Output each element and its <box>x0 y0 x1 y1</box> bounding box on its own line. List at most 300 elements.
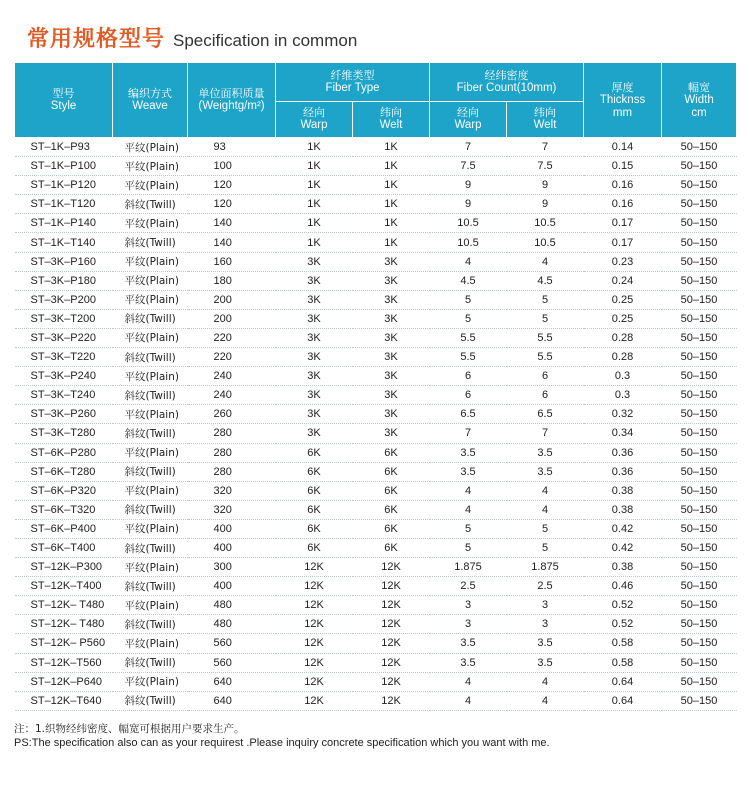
cell-fiber-type-welt: 1K <box>353 157 430 176</box>
cell-weave: 斜纹(Twill) <box>113 615 188 634</box>
cell-style: ST–6K–P280 <box>15 443 113 462</box>
cell-weight: 400 <box>188 519 276 538</box>
cell-width: 50–150 <box>662 157 737 176</box>
cell-weave: 平纹(Plain) <box>113 138 188 157</box>
cell-weight: 120 <box>188 195 276 214</box>
cell-width: 50–150 <box>662 462 737 481</box>
cell-width: 50–150 <box>662 596 737 615</box>
cell-width: 50–150 <box>662 233 737 252</box>
table-row <box>15 252 737 271</box>
table-row <box>15 271 737 290</box>
cell-fiber-count-warp: 10.5 <box>430 214 507 233</box>
cell-weight: 280 <box>188 462 276 481</box>
cell-fiber-type-warp: 12K <box>276 672 353 691</box>
cell-fiber-type-warp: 12K <box>276 596 353 615</box>
cell-fiber-count-warp: 5 <box>430 290 507 309</box>
cell-fiber-type-warp: 3K <box>276 271 353 290</box>
cell-thickness: 0.36 <box>584 462 662 481</box>
cell-weight: 220 <box>188 328 276 347</box>
table-row <box>15 462 737 481</box>
cell-style: ST–6K–P400 <box>15 519 113 538</box>
cell-style: ST–3K–P160 <box>15 252 113 271</box>
cell-style: ST–3K–P220 <box>15 328 113 347</box>
cell-fiber-count-warp: 5.5 <box>430 348 507 367</box>
header-fiber-type-warp: 经向 Warp <box>276 101 353 138</box>
cell-fiber-type-warp: 12K <box>276 558 353 577</box>
cell-width: 50–150 <box>662 214 737 233</box>
cell-thickness: 0.64 <box>584 672 662 691</box>
cell-width: 50–150 <box>662 252 737 271</box>
cell-thickness: 0.28 <box>584 348 662 367</box>
cell-weave: 平纹(Plain) <box>113 290 188 309</box>
cell-weave: 斜纹(Twill) <box>113 577 188 596</box>
cell-style: ST–12K–T640 <box>15 691 113 710</box>
cell-fiber-type-warp: 12K <box>276 653 353 672</box>
table-row <box>15 634 737 653</box>
cell-style: ST–1K–T120 <box>15 195 113 214</box>
cell-weave: 平纹(Plain) <box>113 558 188 577</box>
cell-weave: 斜纹(Twill) <box>113 500 188 519</box>
cell-fiber-type-warp: 3K <box>276 309 353 328</box>
cell-fiber-type-warp: 12K <box>276 615 353 634</box>
cell-weight: 640 <box>188 672 276 691</box>
cell-weight: 200 <box>188 309 276 328</box>
table-row <box>15 309 737 328</box>
table-row <box>15 405 737 424</box>
cell-fiber-count-welt: 4 <box>507 672 584 691</box>
cell-fiber-type-welt: 6K <box>353 443 430 462</box>
cell-fiber-count-warp: 3.5 <box>430 443 507 462</box>
table-row <box>15 615 737 634</box>
table-row <box>15 233 737 252</box>
cell-width: 50–150 <box>662 271 737 290</box>
header-fiber-count: 经纬密度 Fiber Count(10mm) <box>430 63 584 102</box>
header-thickness: 厚度 Thicknss mm <box>584 63 662 138</box>
table-row <box>15 176 737 195</box>
cell-weight: 560 <box>188 653 276 672</box>
cell-fiber-type-welt: 6K <box>353 462 430 481</box>
table-row <box>15 214 737 233</box>
cell-fiber-count-welt: 5 <box>507 538 584 557</box>
cell-thickness: 0.14 <box>584 138 662 157</box>
cell-style: ST–6K–T320 <box>15 500 113 519</box>
cell-fiber-type-warp: 3K <box>276 405 353 424</box>
cell-weave: 平纹(Plain) <box>113 596 188 615</box>
cell-thickness: 0.38 <box>584 500 662 519</box>
note-chinese: 注：1.织物经纬密度、幅宽可根据用户要求生产。 <box>14 723 245 735</box>
cell-fiber-count-welt: 7 <box>507 138 584 157</box>
header-weave: 编织方式 Weave <box>113 63 188 138</box>
cell-fiber-count-welt: 5.5 <box>507 348 584 367</box>
cell-weight: 280 <box>188 443 276 462</box>
cell-fiber-count-warp: 3.5 <box>430 634 507 653</box>
cell-weave: 斜纹(Twill) <box>113 691 188 710</box>
cell-weight: 400 <box>188 577 276 596</box>
cell-width: 50–150 <box>662 176 737 195</box>
cell-style: ST–1K–P140 <box>15 214 113 233</box>
cell-thickness: 0.46 <box>584 577 662 596</box>
header-fiber-count-welt: 纬向 Welt <box>507 101 584 138</box>
cell-thickness: 0.52 <box>584 596 662 615</box>
cell-fiber-count-warp: 3.5 <box>430 653 507 672</box>
cell-fiber-count-warp: 1.875 <box>430 558 507 577</box>
cell-width: 50–150 <box>662 386 737 405</box>
cell-fiber-type-welt: 12K <box>353 577 430 596</box>
cell-fiber-count-warp: 9 <box>430 176 507 195</box>
table-row <box>15 138 737 157</box>
cell-width: 50–150 <box>662 195 737 214</box>
cell-weight: 240 <box>188 367 276 386</box>
cell-fiber-type-welt: 1K <box>353 195 430 214</box>
cell-thickness: 0.58 <box>584 634 662 653</box>
cell-style: ST–3K–T200 <box>15 309 113 328</box>
cell-thickness: 0.32 <box>584 405 662 424</box>
header-fiber-count-warp: 经向 Warp <box>430 101 507 138</box>
cell-thickness: 0.36 <box>584 443 662 462</box>
cell-width: 50–150 <box>662 615 737 634</box>
cell-fiber-type-warp: 3K <box>276 290 353 309</box>
cell-weight: 480 <box>188 615 276 634</box>
cell-weight: 160 <box>188 252 276 271</box>
cell-weight: 320 <box>188 500 276 519</box>
cell-fiber-type-welt: 6K <box>353 538 430 557</box>
cell-fiber-type-welt: 12K <box>353 634 430 653</box>
cell-weight: 260 <box>188 405 276 424</box>
cell-thickness: 0.38 <box>584 558 662 577</box>
cell-weight: 280 <box>188 424 276 443</box>
cell-fiber-type-welt: 1K <box>353 233 430 252</box>
cell-weave: 斜纹(Twill) <box>113 462 188 481</box>
header-fiber-type-welt: 纬向 Welt <box>353 101 430 138</box>
cell-weight: 200 <box>188 290 276 309</box>
cell-fiber-count-warp: 4 <box>430 691 507 710</box>
cell-fiber-type-welt: 12K <box>353 615 430 634</box>
cell-thickness: 0.17 <box>584 233 662 252</box>
cell-style: ST–1K–P93 <box>15 138 113 157</box>
cell-style: ST–6K–T400 <box>15 538 113 557</box>
cell-weave: 斜纹(Twill) <box>113 653 188 672</box>
cell-thickness: 0.3 <box>584 386 662 405</box>
cell-fiber-count-warp: 7 <box>430 138 507 157</box>
note-english: PS:The specification also can as your requirest .Please inquiry concrete specification which you want with me. <box>14 737 550 749</box>
table-row <box>15 596 737 615</box>
cell-width: 50–150 <box>662 672 737 691</box>
cell-width: 50–150 <box>662 634 737 653</box>
cell-thickness: 0.16 <box>584 195 662 214</box>
cell-thickness: 0.38 <box>584 481 662 500</box>
cell-fiber-count-welt: 5 <box>507 309 584 328</box>
cell-weight: 300 <box>188 558 276 577</box>
cell-fiber-count-warp: 7 <box>430 424 507 443</box>
table-row <box>15 195 737 214</box>
cell-style: ST–6K–T280 <box>15 462 113 481</box>
table-row <box>15 157 737 176</box>
cell-fiber-count-welt: 10.5 <box>507 214 584 233</box>
cell-fiber-type-warp: 12K <box>276 691 353 710</box>
cell-width: 50–150 <box>662 348 737 367</box>
cell-fiber-type-welt: 6K <box>353 519 430 538</box>
cell-fiber-count-warp: 6 <box>430 367 507 386</box>
cell-fiber-count-warp: 3 <box>430 615 507 634</box>
cell-fiber-type-welt: 3K <box>353 290 430 309</box>
table-row <box>15 691 737 710</box>
cell-thickness: 0.58 <box>584 653 662 672</box>
table-row <box>15 386 737 405</box>
cell-fiber-type-welt: 12K <box>353 596 430 615</box>
cell-weave: 平纹(Plain) <box>113 328 188 347</box>
table-row <box>15 328 737 347</box>
cell-thickness: 0.64 <box>584 691 662 710</box>
cell-fiber-type-welt: 3K <box>353 367 430 386</box>
cell-width: 50–150 <box>662 653 737 672</box>
cell-fiber-count-welt: 9 <box>507 195 584 214</box>
cell-style: ST–3K–P240 <box>15 367 113 386</box>
cell-weave: 平纹(Plain) <box>113 271 188 290</box>
cell-fiber-count-warp: 10.5 <box>430 233 507 252</box>
cell-fiber-count-warp: 4 <box>430 672 507 691</box>
cell-fiber-type-welt: 3K <box>353 405 430 424</box>
cell-width: 50–150 <box>662 138 737 157</box>
cell-fiber-count-welt: 3 <box>507 596 584 615</box>
cell-fiber-count-welt: 9 <box>507 176 584 195</box>
cell-weave: 平纹(Plain) <box>113 176 188 195</box>
cell-fiber-type-welt: 12K <box>353 558 430 577</box>
cell-fiber-count-warp: 5 <box>430 309 507 328</box>
header-weight: 单位面积质量 (Weightg/m²) <box>188 63 276 138</box>
cell-width: 50–150 <box>662 405 737 424</box>
cell-style: ST–12K– P560 <box>15 634 113 653</box>
cell-width: 50–150 <box>662 328 737 347</box>
cell-style: ST–12K–T560 <box>15 653 113 672</box>
cell-fiber-type-warp: 1K <box>276 157 353 176</box>
cell-fiber-type-warp: 6K <box>276 538 353 557</box>
table-body <box>15 138 737 711</box>
cell-fiber-count-welt: 4 <box>507 500 584 519</box>
cell-fiber-type-warp: 3K <box>276 348 353 367</box>
cell-fiber-type-warp: 6K <box>276 443 353 462</box>
cell-style: ST–12K–T400 <box>15 577 113 596</box>
cell-width: 50–150 <box>662 424 737 443</box>
cell-style: ST–1K–P100 <box>15 157 113 176</box>
table-row <box>15 290 737 309</box>
cell-style: ST–12K– T480 <box>15 596 113 615</box>
cell-weave: 斜纹(Twill) <box>113 348 188 367</box>
cell-weight: 93 <box>188 138 276 157</box>
table-row <box>15 481 737 500</box>
cell-weave: 斜纹(Twill) <box>113 233 188 252</box>
cell-fiber-count-warp: 9 <box>430 195 507 214</box>
cell-thickness: 0.42 <box>584 538 662 557</box>
cell-weight: 320 <box>188 481 276 500</box>
cell-fiber-count-welt: 10.5 <box>507 233 584 252</box>
table-row <box>15 538 737 557</box>
cell-weight: 180 <box>188 271 276 290</box>
cell-fiber-type-welt: 12K <box>353 672 430 691</box>
cell-fiber-count-warp: 5 <box>430 519 507 538</box>
table-row <box>15 519 737 538</box>
cell-thickness: 0.42 <box>584 519 662 538</box>
cell-fiber-type-welt: 3K <box>353 348 430 367</box>
cell-width: 50–150 <box>662 558 737 577</box>
cell-weight: 640 <box>188 691 276 710</box>
title-english: Specification in common <box>173 31 358 50</box>
cell-fiber-type-warp: 6K <box>276 481 353 500</box>
cell-weight: 120 <box>188 176 276 195</box>
cell-weight: 560 <box>188 634 276 653</box>
cell-fiber-type-welt: 6K <box>353 500 430 519</box>
cell-fiber-count-welt: 3.5 <box>507 653 584 672</box>
title-chinese: 常用规格型号 <box>27 27 166 52</box>
cell-fiber-count-welt: 5 <box>507 290 584 309</box>
cell-fiber-count-warp: 7.5 <box>430 157 507 176</box>
table-row <box>15 443 737 462</box>
cell-fiber-type-warp: 1K <box>276 138 353 157</box>
cell-weight: 220 <box>188 348 276 367</box>
cell-fiber-type-warp: 6K <box>276 519 353 538</box>
cell-weave: 平纹(Plain) <box>113 519 188 538</box>
cell-fiber-count-welt: 4 <box>507 481 584 500</box>
cell-fiber-count-welt: 2.5 <box>507 577 584 596</box>
cell-weight: 100 <box>188 157 276 176</box>
header-fiber-type: 纤维类型 Fiber Type <box>276 63 430 102</box>
cell-style: ST–1K–T140 <box>15 233 113 252</box>
cell-fiber-count-welt: 4 <box>507 691 584 710</box>
cell-fiber-count-welt: 4 <box>507 252 584 271</box>
cell-thickness: 0.16 <box>584 176 662 195</box>
cell-width: 50–150 <box>662 309 737 328</box>
header-style: 型号 Style <box>15 63 113 138</box>
cell-style: ST–3K–T280 <box>15 424 113 443</box>
cell-fiber-type-warp: 12K <box>276 577 353 596</box>
cell-fiber-count-warp: 4 <box>430 252 507 271</box>
cell-fiber-count-welt: 4.5 <box>507 271 584 290</box>
table-row <box>15 672 737 691</box>
cell-fiber-count-warp: 2.5 <box>430 577 507 596</box>
cell-fiber-type-welt: 12K <box>353 653 430 672</box>
cell-weave: 平纹(Plain) <box>113 157 188 176</box>
cell-width: 50–150 <box>662 481 737 500</box>
cell-weave: 斜纹(Twill) <box>113 386 188 405</box>
cell-fiber-count-welt: 5.5 <box>507 328 584 347</box>
cell-thickness: 0.15 <box>584 157 662 176</box>
cell-style: ST–3K–P260 <box>15 405 113 424</box>
cell-weight: 140 <box>188 214 276 233</box>
table-row <box>15 367 737 386</box>
cell-fiber-type-welt: 3K <box>353 309 430 328</box>
cell-fiber-count-welt: 6 <box>507 386 584 405</box>
table-row <box>15 424 737 443</box>
cell-width: 50–150 <box>662 577 737 596</box>
cell-thickness: 0.25 <box>584 309 662 328</box>
cell-style: ST–1K–P120 <box>15 176 113 195</box>
table-row <box>15 348 737 367</box>
cell-fiber-type-warp: 3K <box>276 252 353 271</box>
cell-fiber-type-warp: 1K <box>276 214 353 233</box>
cell-fiber-type-welt: 3K <box>353 252 430 271</box>
cell-weave: 平纹(Plain) <box>113 214 188 233</box>
cell-fiber-count-welt: 1.875 <box>507 558 584 577</box>
cell-width: 50–150 <box>662 443 737 462</box>
cell-fiber-type-welt: 3K <box>353 424 430 443</box>
cell-fiber-count-warp: 5 <box>430 538 507 557</box>
table-row <box>15 500 737 519</box>
cell-thickness: 0.52 <box>584 615 662 634</box>
cell-weight: 240 <box>188 386 276 405</box>
cell-style: ST–12K–P300 <box>15 558 113 577</box>
cell-fiber-type-warp: 6K <box>276 500 353 519</box>
cell-fiber-type-welt: 3K <box>353 271 430 290</box>
cell-fiber-type-welt: 1K <box>353 214 430 233</box>
cell-weave: 平纹(Plain) <box>113 634 188 653</box>
cell-fiber-type-welt: 3K <box>353 386 430 405</box>
cell-fiber-count-welt: 6 <box>507 367 584 386</box>
cell-weave: 平纹(Plain) <box>113 481 188 500</box>
table-row <box>15 653 737 672</box>
cell-style: ST–3K–P200 <box>15 290 113 309</box>
cell-fiber-type-warp: 1K <box>276 195 353 214</box>
header-width: 幅宽 Width cm <box>662 63 737 138</box>
cell-thickness: 0.34 <box>584 424 662 443</box>
cell-fiber-type-warp: 3K <box>276 386 353 405</box>
cell-style: ST–12K– T480 <box>15 615 113 634</box>
cell-weave: 平纹(Plain) <box>113 672 188 691</box>
cell-fiber-type-warp: 1K <box>276 176 353 195</box>
cell-weave: 平纹(Plain) <box>113 367 188 386</box>
cell-style: ST–6K–P320 <box>15 481 113 500</box>
cell-thickness: 0.23 <box>584 252 662 271</box>
cell-fiber-count-welt: 3.5 <box>507 634 584 653</box>
cell-fiber-count-warp: 5.5 <box>430 328 507 347</box>
cell-fiber-count-warp: 4 <box>430 481 507 500</box>
specification-table <box>14 62 737 711</box>
cell-width: 50–150 <box>662 500 737 519</box>
cell-fiber-count-welt: 6.5 <box>507 405 584 424</box>
cell-weave: 斜纹(Twill) <box>113 309 188 328</box>
cell-fiber-type-warp: 12K <box>276 634 353 653</box>
cell-fiber-count-warp: 3.5 <box>430 462 507 481</box>
cell-fiber-type-warp: 3K <box>276 367 353 386</box>
cell-weight: 480 <box>188 596 276 615</box>
cell-weave: 斜纹(Twill) <box>113 538 188 557</box>
cell-fiber-count-welt: 7.5 <box>507 157 584 176</box>
cell-width: 50–150 <box>662 691 737 710</box>
cell-fiber-type-warp: 3K <box>276 424 353 443</box>
cell-fiber-count-warp: 4.5 <box>430 271 507 290</box>
cell-width: 50–150 <box>662 538 737 557</box>
cell-fiber-count-welt: 5 <box>507 519 584 538</box>
cell-thickness: 0.25 <box>584 290 662 309</box>
table-row <box>15 577 737 596</box>
cell-fiber-count-warp: 6.5 <box>430 405 507 424</box>
cell-thickness: 0.24 <box>584 271 662 290</box>
cell-style: ST–3K–P180 <box>15 271 113 290</box>
page-title <box>27 22 357 53</box>
cell-fiber-count-welt: 3.5 <box>507 462 584 481</box>
cell-weave: 平纹(Plain) <box>113 252 188 271</box>
cell-fiber-type-welt: 1K <box>353 176 430 195</box>
cell-width: 50–150 <box>662 519 737 538</box>
cell-fiber-type-welt: 6K <box>353 481 430 500</box>
cell-width: 50–150 <box>662 290 737 309</box>
cell-fiber-count-welt: 7 <box>507 424 584 443</box>
cell-thickness: 0.17 <box>584 214 662 233</box>
cell-fiber-type-welt: 1K <box>353 138 430 157</box>
cell-style: ST–3K–T240 <box>15 386 113 405</box>
cell-weight: 400 <box>188 538 276 557</box>
cell-weave: 平纹(Plain) <box>113 405 188 424</box>
cell-weave: 平纹(Plain) <box>113 443 188 462</box>
cell-weight: 140 <box>188 233 276 252</box>
